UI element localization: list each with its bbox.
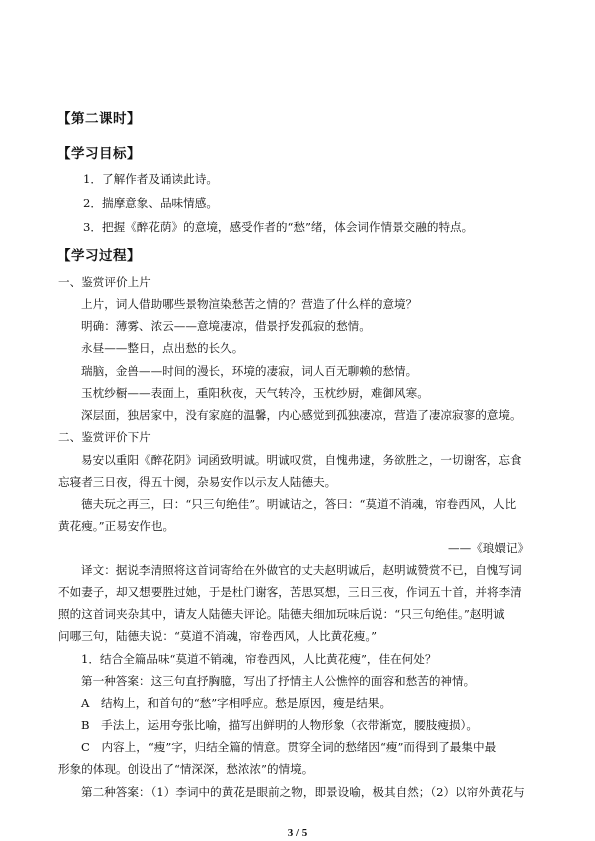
translation-line: 不如妻子，却又想要胜过她，于是杜门谢客，苦思冥想，三日三夜，作词五十首，并将李清 [58,585,522,599]
goal-item: 2．揣摩意象、品味情感。 [83,196,218,210]
answer-text: 第一种答案：这三句直抒胸臆，写出了抒情主人公憔悴的面容和愁苦的神情。 [81,674,476,688]
section-title: 二、鉴赏评价下片 [58,430,151,444]
analysis-line: 瑞脑，金兽——时间的漫长，环境的凄寂，词人百无聊赖的愁情。 [81,364,418,378]
paragraph-line: 忘寝者三日夜，得五十阕，杂易安作以示友人陆德夫。 [58,475,337,489]
answer-point: A 结构上，和首句的“愁”字相呼应。愁是原因，瘦是结果。 [81,696,392,710]
translation-line: 照的这首词夹杂其中，请友人陆德夫评论。陆德夫细加玩味后说：“只三句绝佳。”赵明诚 [58,607,505,621]
section-title: 一、鉴赏评价上片 [58,275,151,289]
answer-point: B 手法上，运用夸张比喻，描写出鲜明的人物形象（衣带渐宽，腰肢瘦损）。 [81,718,478,732]
analysis-line: 玉枕纱橱——表面上，重阳秋夜，天气转冷，玉枕纱厨，难御风寒。 [81,386,429,400]
goal-item: 1．了解作者及诵读此诗。 [83,172,218,186]
lesson-heading: 【第二课时】 [57,111,141,127]
goal-item: 3．把握《醉花荫》的意境，感受作者的“愁”绪，体会词作情景交融的特点。 [83,220,474,234]
answer-point: 形象的体现。创设出了“情深深，愁浓浓”的情境。 [58,762,314,776]
analysis-line: 深层面，独居家中，没有家庭的温馨，内心感觉到孤独凄凉，营造了凄凉寂寥的意境。 [81,408,522,422]
process-heading: 【学习过程】 [57,248,141,264]
question-text: 上片，词人借助哪些景物渲染愁苦之情的？营造了什么样的意境？ [81,297,418,311]
translation-line: 译文：据说李清照将这首词寄给在外做官的丈夫赵明诚后，赵明诚赞赏不已，自愧写词 [81,563,522,577]
paragraph-line: 易安以重阳《醉花阴》词函致明诚。明诚叹赏，自愧弗逮，务欲胜之，一切谢客，忘食 [81,453,522,467]
goals-heading: 【学习目标】 [57,146,141,162]
analysis-line: 永昼——整日，点出愁的长久。 [81,341,244,355]
answer-point: C 内容上，“瘦”字，归结全篇的情意。贯穿全词的愁绪因“瘦”而得到了最集中最 [81,740,497,754]
paragraph-line: 黄花瘦。”正易安作也。 [58,519,175,533]
source-citation: ——《琅嬛记》 [448,541,530,555]
answer-text: 明确：薄雾、浓云——意境凄凉，借景抒发孤寂的愁情。 [81,319,371,333]
paragraph-line: 德夫玩之再三，曰：“只三句绝佳”。明诚诘之，答曰：“莫道不消魂，帘卷西风，人比 [81,497,517,511]
answer-text: 第二种答案：（1）李词中的黄花是眼前之物，即景设喻，极其自然；（2）以帘外黄花与 [81,785,525,799]
question-text: 1．结合全篇品味“莫道不销魂，帘卷西风，人比黄花瘦”，佳在何处？ [81,652,437,666]
translation-line: 问哪三句，陆德夫说：“莫道不消魂，帘卷西风，人比黄花瘦。” [58,629,378,643]
page-number: 3 / 5 [287,827,308,839]
